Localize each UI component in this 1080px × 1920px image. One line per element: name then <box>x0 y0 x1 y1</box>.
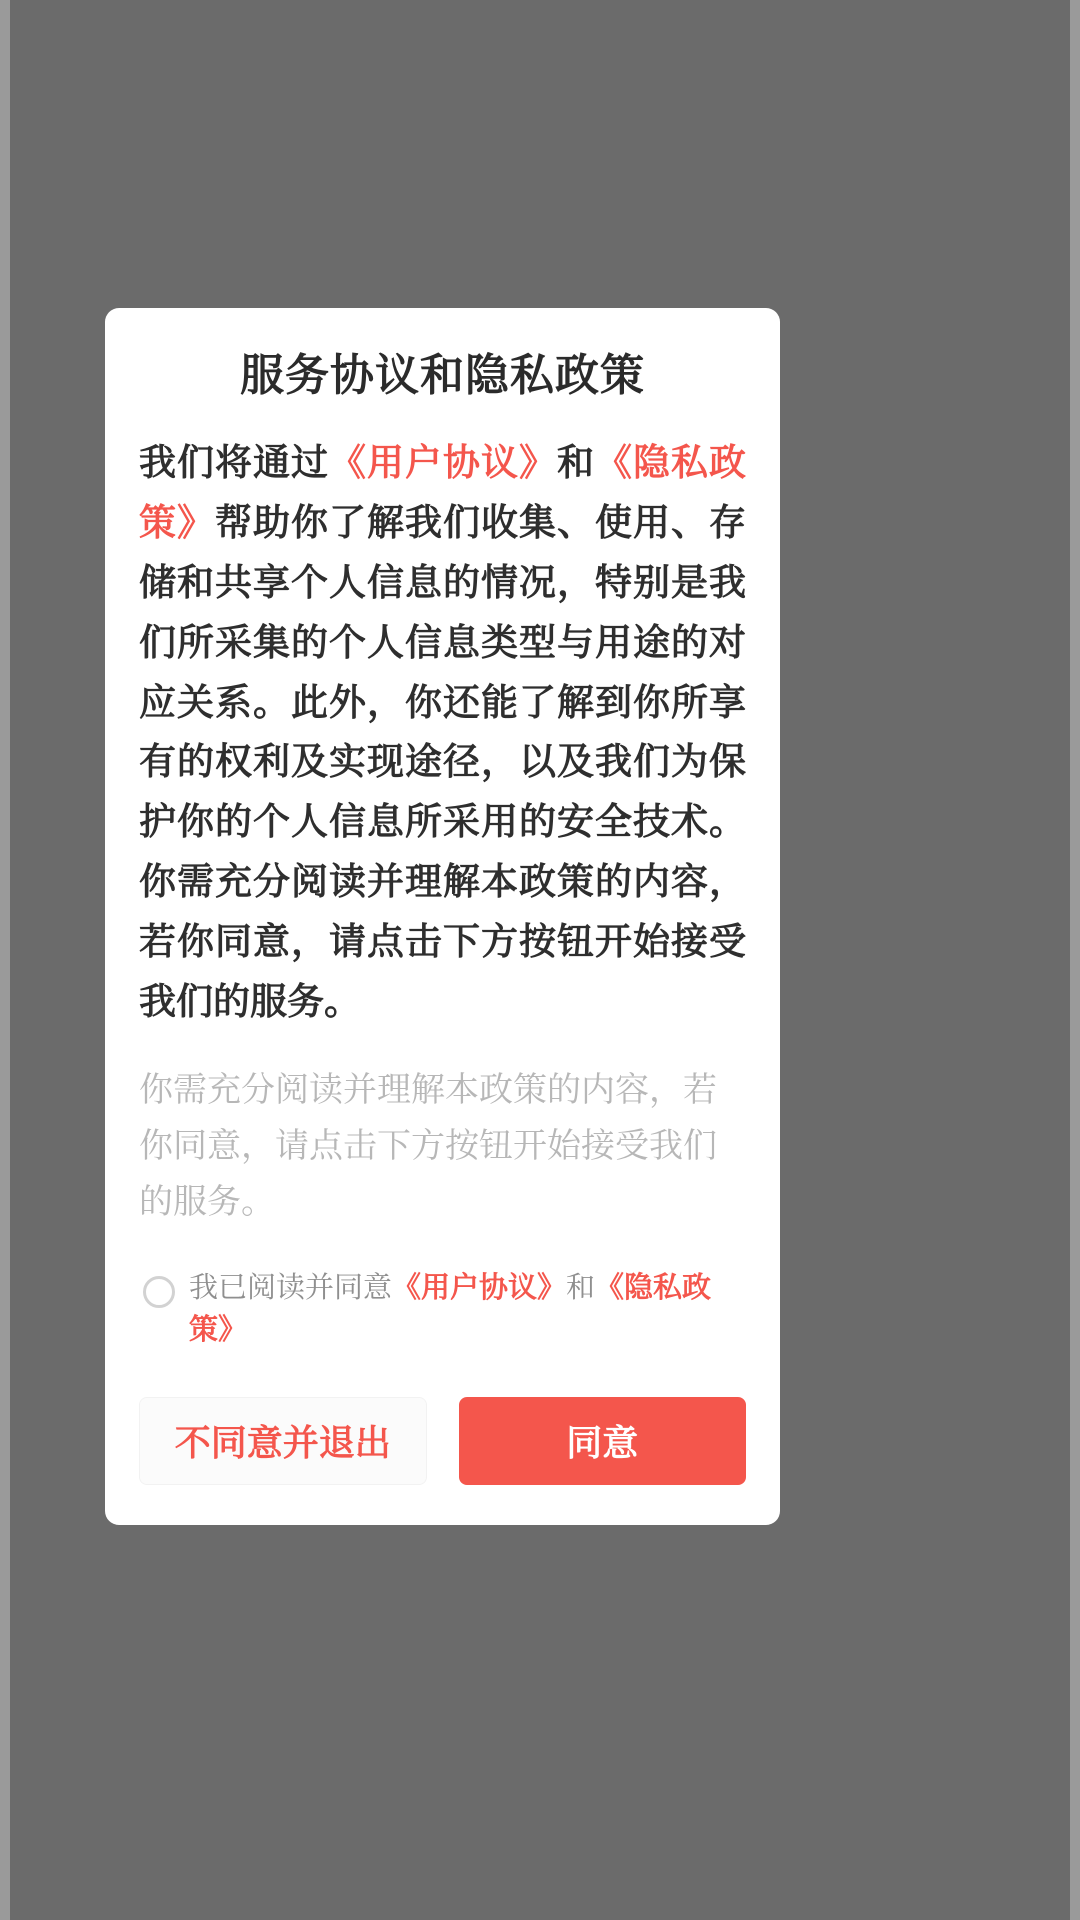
decline-and-exit-button[interactable]: 不同意并退出 <box>139 1397 427 1485</box>
agreement-label <box>189 1268 746 1350</box>
dialog-body-text <box>139 433 746 1032</box>
right-edge-strip <box>1070 0 1080 1920</box>
left-edge-strip <box>0 0 10 1920</box>
privacy-policy-link-body[interactable]: 《隐私政策》 <box>139 441 746 543</box>
privacy-policy-dialog <box>105 308 780 1525</box>
agreement-middle: 和 <box>566 1272 596 1305</box>
body-part-3: 帮助你了解我们收集、使用、存储和共享个人信息的情况，特别是我们所采集的个人信息类型与用途的对应关系。此外，你还能了解到你所享有的权利及实现途径，以及我们为保护你的个人信息所采用的安全技术。你需充分阅读并理解本政策的内容，若你同意，请点击下方按钮开始接受我们的服务。 <box>139 501 746 1023</box>
dialog-sub-text: 你需充分阅读并理解本政策的内容，若你同意，请点击下方按钮开始接受我们的服务。 <box>139 1071 717 1222</box>
accept-button[interactable]: 同意 <box>459 1397 746 1485</box>
agreement-radio-icon[interactable] <box>143 1276 175 1308</box>
body-part-2: 和 <box>557 441 595 483</box>
agreement-prefix: 我已阅读并同意 <box>189 1272 393 1305</box>
dialog-button-row <box>139 1397 746 1485</box>
user-agreement-link-checkbox[interactable]: 《用户协议》 <box>392 1272 567 1305</box>
user-agreement-link-body[interactable]: 《用户协议》 <box>329 441 557 483</box>
body-part-1: 我们将通过 <box>139 441 329 483</box>
agreement-row[interactable] <box>143 1268 746 1350</box>
dialog-title: 服务协议和隐私政策 <box>240 351 645 400</box>
privacy-policy-link-checkbox[interactable]: 《隐私政策》 <box>189 1272 712 1346</box>
